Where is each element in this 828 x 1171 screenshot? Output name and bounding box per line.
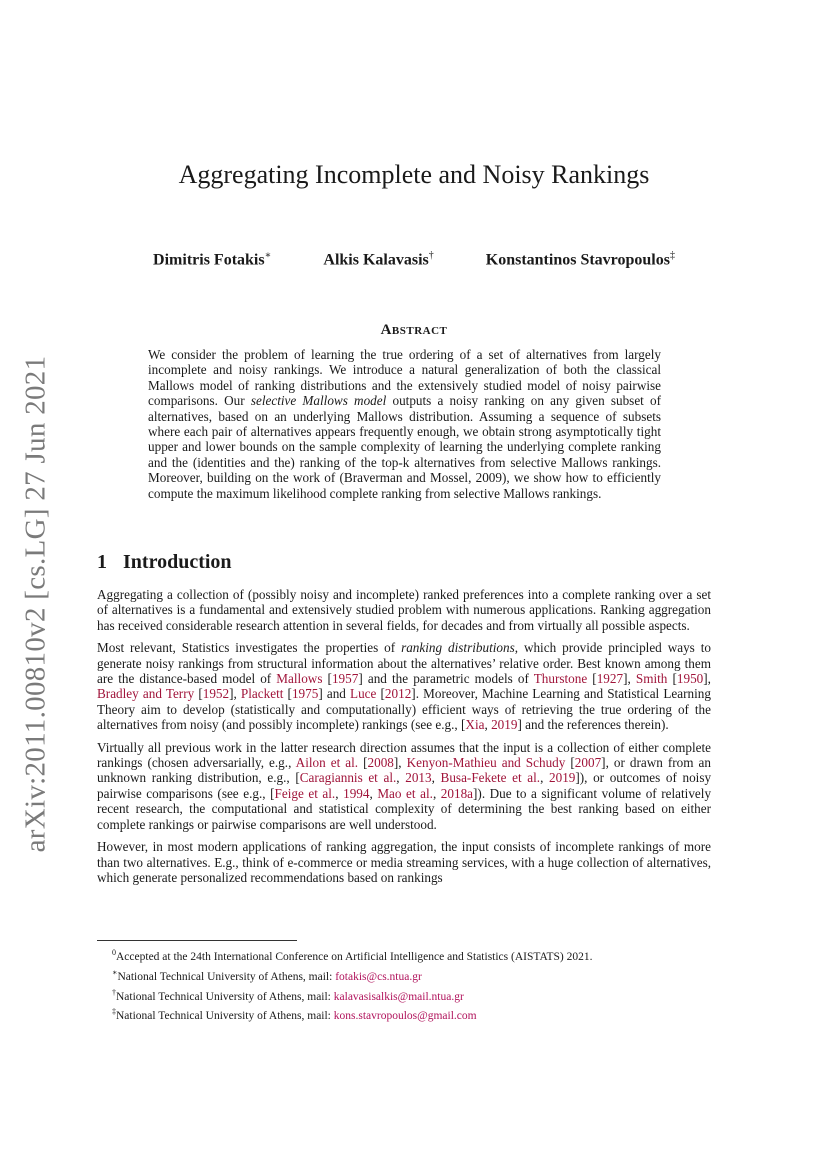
citation-year-link[interactable]: 1950 [676, 671, 704, 687]
abstract-part: We consider the problem of learning the true ordering of a set of alternatives from largely incomplete and noisy rankings. We introduce a natural generalization of both the classical Mallows model of ranking distributions and the extensively studied model of noisy pairwise comparisons. Our [148, 347, 661, 409]
abstract-part: outputs a noisy ranking on any given subset of alternatives, based on an underlying Mallows distribution. Assuming a sequence of subsets where each pair of alternatives appears frequently enough, we obtain strong asymptotically tight upper and lower bounds on the sample complexity of learning the underlying complete ranking and the (identities and the) ranking of the top-k alternatives from selective Mallows rankings. Moreover, building on the work of (Braverman and Mossel, 2009), we show how to efficiently compute the maximum likelihood complete ranking from selective Mallows rankings. [148, 393, 662, 501]
text-run: . Moreover, Machine Learning and Statistical Learning Theory aim to develop (statistically and computationally) efficient ways of retrieving the true ordering of the alternatives from noisy (and possibly incomplete) rankings (see e.g., [ [97, 686, 711, 733]
footnote [112, 965, 712, 985]
text-run: , or drawn from an unknown ranking distribution, e.g., [ [97, 755, 711, 786]
footnote-divider [97, 940, 297, 941]
citation-link[interactable]: Feige et al. [274, 785, 336, 801]
footnote-text: National Technical University of Athens, mail: [117, 970, 336, 983]
citation-link[interactable]: Mallows [276, 671, 323, 687]
arxiv-identifier-text: arXiv:2011.00810v2 [cs.LG] 27 Jun 2021 [19, 355, 52, 853]
citation-year-link[interactable]: 2019 [491, 717, 518, 733]
email-link[interactable]: kalavasisalkis@mail.ntua.gr [333, 990, 464, 1003]
author-list [0, 250, 828, 269]
paragraph: Virtually all previous work in the latter research direction assumes that the input is a collection of either complete rankings (chosen adversarially, e.g., Ailon et al. [2008], Kenyon-Mathieu and Schudy [2007], or drawn from an unknown ranking distribution, e.g., [Caragiannis et al., 2013, Busa-Fekete et al., 2019]), or outcomes of noisy pairwise comparisons (see e.g., [Feige et al., 1994, Mao et al., 2018a]). Due to a significant volume of relatively recent research, the computational and statistical complexity of determining the best ranking based on either complete rankings or pairwise comparisons are well understood. [97, 739, 712, 832]
author-name: Konstantinos Stavropoulos [485, 251, 670, 269]
text-run: ]), or outcomes of noisy pairwise comparisons (see e.g., [ [97, 770, 712, 801]
text-run: Most relevant, Statistics investigates the properties of [97, 640, 402, 656]
citation-link[interactable]: Xia [465, 717, 485, 733]
footnote-text: National Technical University of Athens, mail: [116, 1010, 334, 1023]
text-run: and the parametric models of [362, 671, 534, 687]
footnote [112, 1004, 712, 1024]
citation-year-link[interactable]: 2013 [405, 770, 432, 786]
email-link[interactable]: fotakis@cs.ntua.gr [335, 970, 422, 983]
citation-year-link[interactable]: 2018a [440, 785, 474, 801]
section-title-text: Introduction [123, 551, 232, 573]
footnote-text: National Technical University of Athens, mail: [116, 990, 334, 1003]
author-name: Alkis Kalavasis [323, 251, 429, 269]
author [323, 250, 433, 269]
citation-link[interactable]: Bradley and Terry [97, 686, 195, 702]
author-mark: ‡ [669, 250, 675, 261]
citation-link[interactable]: Kenyon-Mathieu and Schudy [406, 755, 566, 771]
citation-link[interactable]: Caragiannis et al. [299, 770, 397, 786]
citation-link[interactable]: Plackett [240, 686, 284, 702]
footnote-mark: ∗ [112, 967, 118, 977]
citation-link[interactable]: Mao et al. [377, 785, 433, 801]
citation-year-link[interactable]: 1952 [202, 686, 230, 702]
text-run: ] and the references therein). [517, 717, 669, 733]
author [153, 250, 271, 269]
footnote-mark: ‡ [112, 1007, 116, 1017]
text-run: , which provide principled ways to generate noisy rankings from structural information about the alternatives’ relative order. Best known among them are the distance-based model of [97, 640, 711, 687]
paragraph: However, in most modern applications of ranking aggregation, the input consists of incomplete rankings of more than two alternatives. E.g., think of e-commerce or media streaming services, with a huge collection of alternatives, which generate personalized recommendations based on rankings [97, 839, 711, 885]
citation-year-link[interactable]: 1957 [331, 671, 359, 687]
citation-link[interactable]: Ailon et al. [295, 755, 359, 771]
author-mark: ∗ [264, 250, 272, 261]
author-name: Dimitris Fotakis [153, 251, 265, 269]
citation-year-link[interactable]: 2008 [367, 755, 394, 771]
citation-link[interactable]: Smith [635, 671, 668, 687]
citation-year-link[interactable]: 2012 [384, 686, 412, 702]
footnotes [112, 945, 712, 1024]
citation-year-link[interactable]: 1994 [343, 785, 370, 801]
abstract-heading: Abstract [380, 322, 448, 338]
citation-link[interactable]: Busa-Fekete et al. [440, 770, 541, 786]
text-run: Virtually all previous work in the latter research direction assumes that the input is a collection of either complete rankings (chosen adversarially, e.g., [97, 739, 711, 771]
citation-link[interactable]: Thurstone [533, 671, 588, 687]
footnote-mark: † [112, 987, 116, 997]
footnote [112, 985, 712, 1005]
citation-year-link[interactable]: 1927 [596, 671, 624, 687]
text-run: and [322, 686, 351, 702]
citation-link[interactable]: Luce [350, 686, 377, 702]
paper-title: Aggregating Incomplete and Noisy Rankings [178, 160, 650, 189]
paragraph: Aggregating a collection of (possibly noisy and incomplete) ranked preferences into a complete ranking over a set of alternatives is a fundamental and extensively studied problem with numerous applications. Ranking aggregation has received considerable research attention in several fields, for decades and from virtually all possible aspects. [97, 587, 711, 633]
section-heading [97, 551, 232, 574]
email-link[interactable]: kons.stavropoulos@gmail.com [333, 1010, 477, 1023]
section-number: 1 [97, 551, 107, 573]
footnote-text: Accepted at the 24th International Conference on Artificial Intelligence and Statistics (AISTATS) 2021. [116, 950, 593, 963]
author [486, 250, 675, 269]
citation-year-link[interactable]: 2007 [574, 755, 602, 771]
abstract-text [148, 347, 661, 501]
body-text [97, 587, 711, 892]
footnote-mark: 0 [112, 948, 116, 957]
text-run: ]). Due to a significant volume of relatively recent research, the computational and statistical complexity of determining the best ranking based on either complete rankings or pairwise comparisons are well understood. [97, 785, 712, 832]
citation-year-link[interactable]: 2019 [549, 770, 576, 786]
emphasis: ranking distributions [401, 640, 515, 656]
citation-year-link[interactable]: 1975 [291, 686, 319, 702]
paragraph: Most relevant, Statistics investigates the properties of ranking distributions, which provide principled ways to generate noisy rankings from structural information about the alternatives’ relative order. Best known among them are the distance-based model of Mallows [1957] and the parametric models of Thurstone [1927], Smith [1950], Bradley and Terry [1952], Plackett [1975] and Luce [2012]. Moreover, Machine Learning and Statistical Learning Theory aim to develop (statistically and computationally) efficient ways of retrieving the true ordering of the alternatives from noisy (and possibly incomplete) rankings (see e.g., [Xia, 2019] and the references therein). [97, 640, 711, 733]
footnote [112, 945, 712, 965]
author-mark: † [428, 250, 434, 261]
abstract-emphasis: selective Mallows model [250, 393, 387, 409]
